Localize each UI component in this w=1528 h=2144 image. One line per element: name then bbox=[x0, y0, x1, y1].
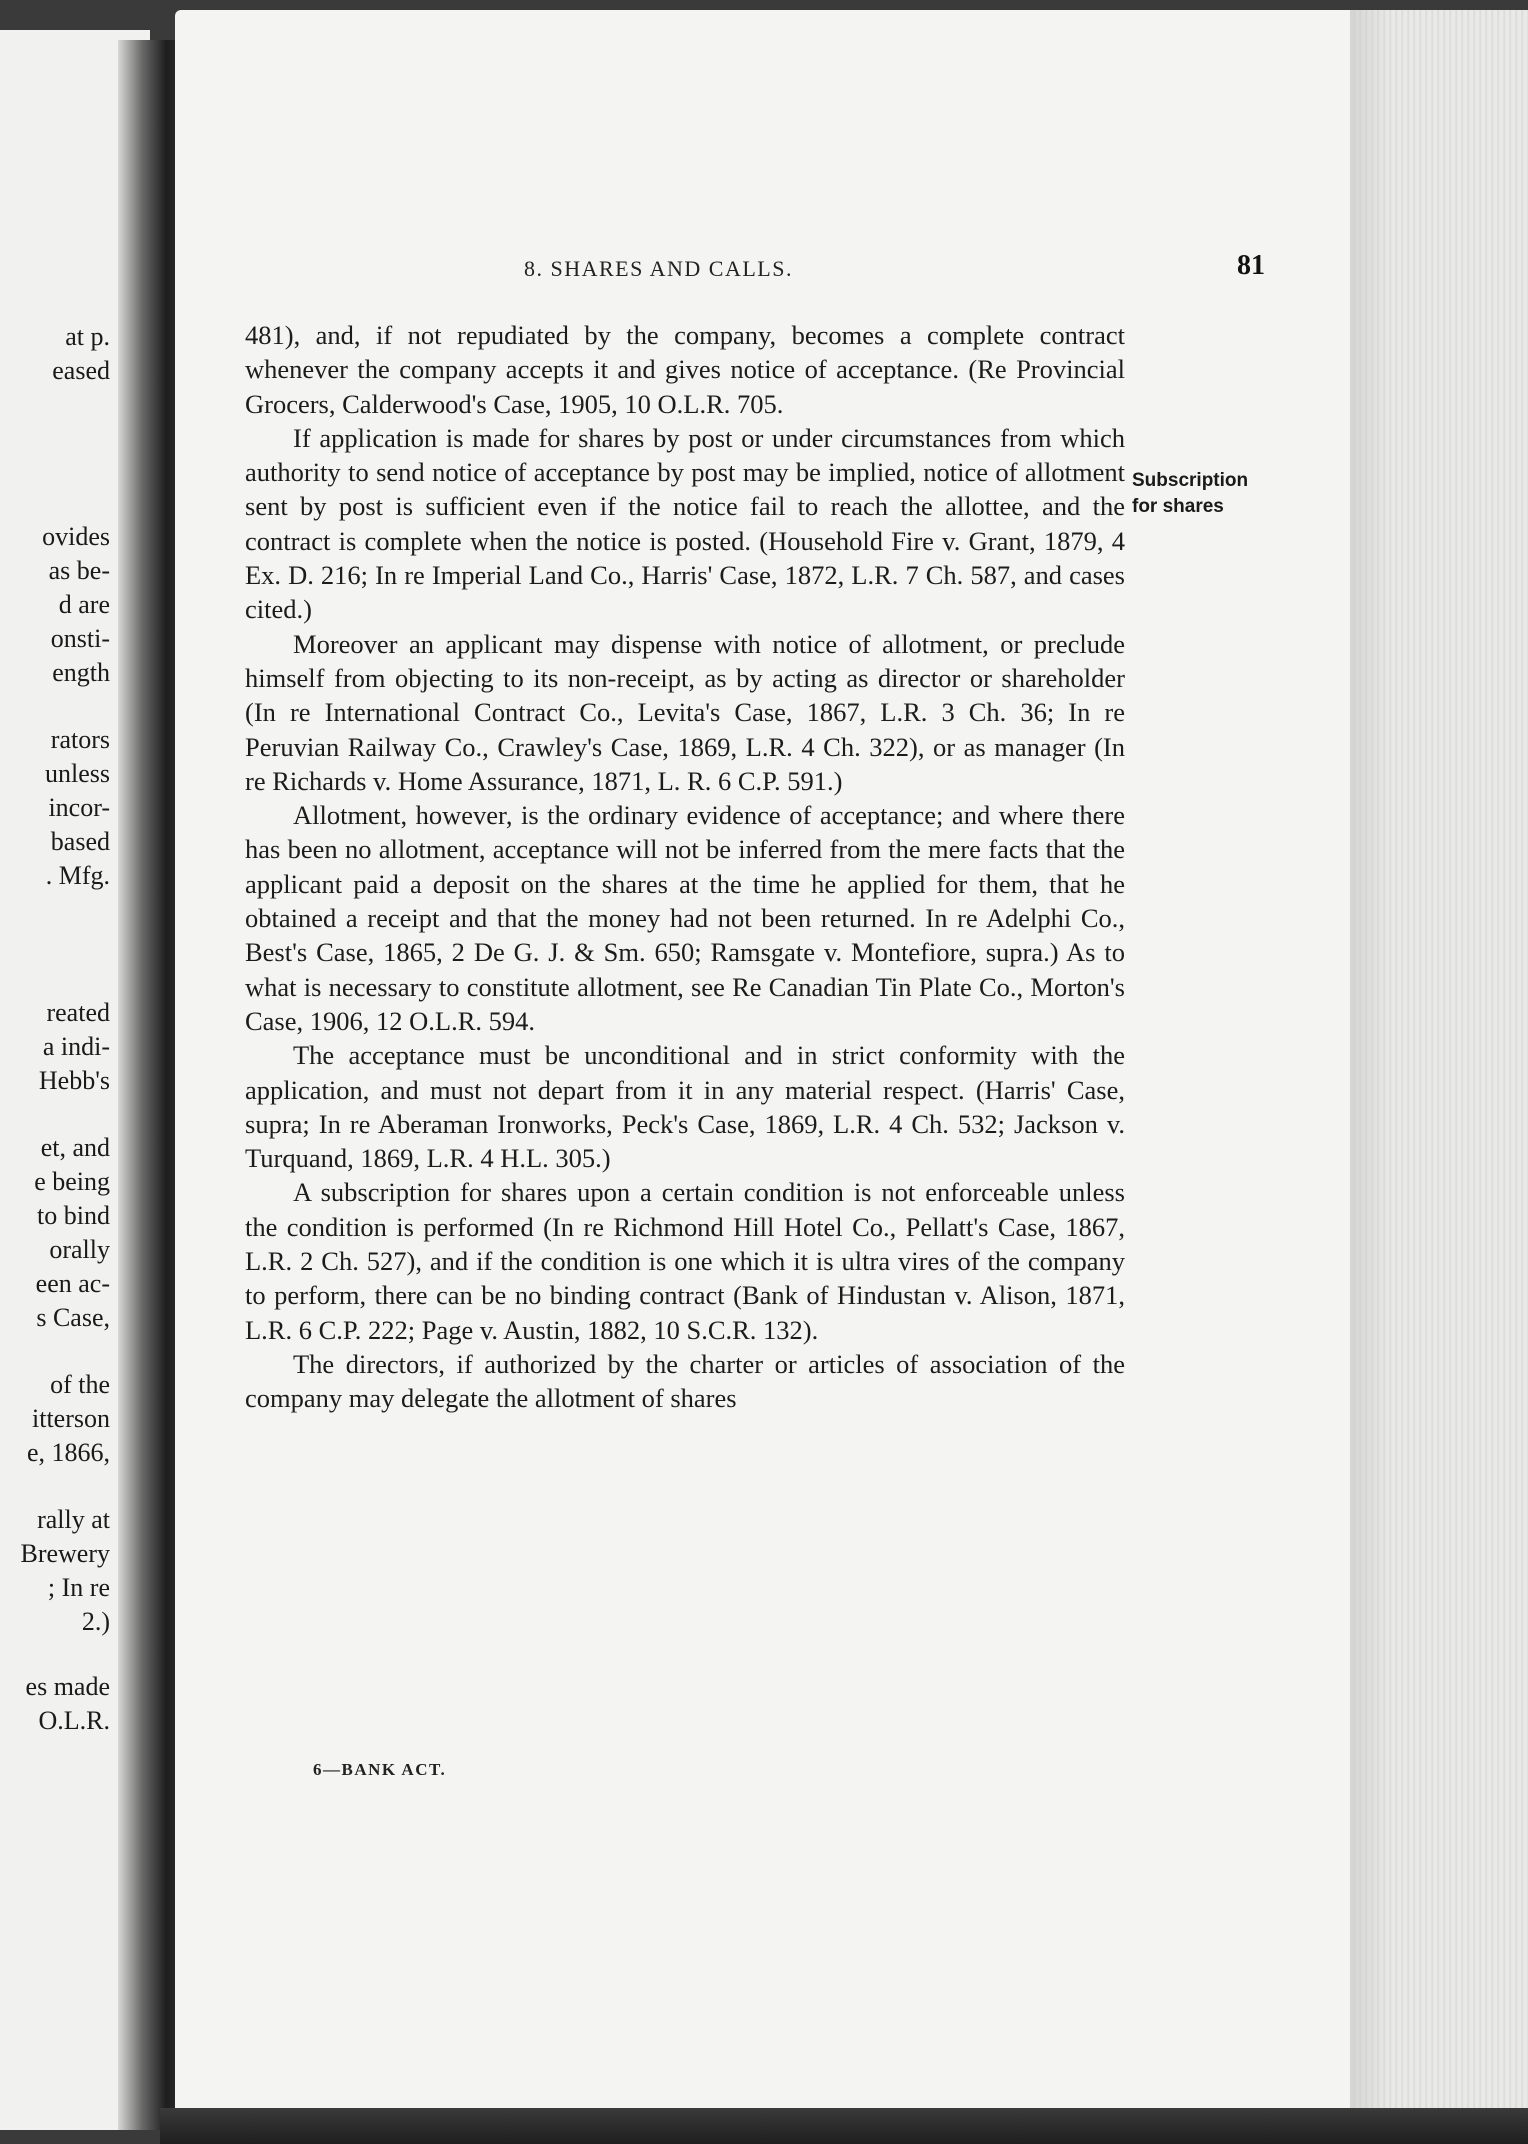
left-fragment: e being bbox=[34, 1167, 110, 1196]
left-fragment: a indi- bbox=[42, 1032, 110, 1061]
left-fragment: een ac- bbox=[35, 1269, 110, 1298]
paragraph: Allotment, however, is the ordinary evidence of acceptance; and where there has been no allotment, acceptance will not be inferred from the mere facts that the applicant paid a deposit on the shares at the time he applied for them, that he obtained a receipt and that the money had not been returned. In re Adelphi Co., Best's Case, 1865, 2 De G. J. & Sm. 650; Ramsgate v. Montefiore, supra.) As to what is necessary to constitute allotment, see Re Canadian Tin Plate Co., Morton's Case, 1906, 12 O.L.R. 594. bbox=[245, 800, 1125, 1036]
left-fragment: Hebb's bbox=[38, 1066, 110, 1095]
left-fragment: ength bbox=[52, 658, 110, 687]
left-fragment: 2.) bbox=[81, 1607, 110, 1636]
paragraph: Moreover an applicant may dispense with notice of allotment, or preclude himself from objecting to its non-receipt, as by acting as director or shareholder (In re International Contract Co., Levita's Case, 1867, L.R. 3 Ch. 36; In re Peruvian Railway Co., Crawley's Case, 1869, L.R. 4 Ch. 322), or as manager (In re Richards v. Home Assurance, 1871, L. R. 6 C.P. 591.) bbox=[245, 628, 1125, 796]
margin-note-line: Subscription bbox=[1132, 470, 1249, 491]
body-text bbox=[245, 318, 1125, 1416]
left-fragment: rators bbox=[50, 725, 110, 754]
left-fragment: d are bbox=[58, 590, 110, 619]
left-fragment: unless bbox=[45, 759, 110, 788]
left-fragment: onsti- bbox=[50, 624, 110, 653]
page-edge-shading bbox=[1350, 10, 1390, 2130]
paragraph: The acceptance must be unconditional and in strict conformity with the application, and must not depart from it in any material respect. (Harris' Case, supra; In re Aberaman Ironworks, Peck's Case, 1869, L.R. 4 Ch. 532; Jackson v. Turquand, 1869, L.R. 4 H.L. 305.) bbox=[245, 1040, 1125, 1174]
left-fragment: ovides bbox=[42, 522, 110, 551]
left-fragment: orally bbox=[49, 1235, 110, 1264]
left-fragment: as be- bbox=[48, 556, 110, 585]
margin-note-line: for shares bbox=[1132, 496, 1224, 517]
left-fragment: e, 1866, bbox=[26, 1438, 110, 1467]
bottom-scan-edge bbox=[160, 2108, 1528, 2144]
left-fragment: itterson bbox=[32, 1404, 110, 1433]
left-fragment: ; In re bbox=[47, 1573, 110, 1602]
paragraph: 481), and, if not repudiated by the company, becomes a complete contract whenever the company accepts it and gives notice of acceptance. (Re Provincial Grocers, Calderwood's Case, 1905, 10 O.L.R. 705. bbox=[245, 320, 1125, 419]
left-fragment: . Mfg. bbox=[45, 861, 110, 890]
left-fragment: based bbox=[50, 827, 110, 856]
left-fragment: O.L.R. bbox=[38, 1706, 110, 1735]
left-fragment: reated bbox=[46, 998, 110, 1027]
left-fragment: incor- bbox=[48, 793, 110, 822]
page-number: 81 bbox=[1237, 250, 1265, 281]
paragraph: A subscription for shares upon a certain condition is not enforceable unless the condition is performed (In re Richmond Hill Hotel Co., Pellatt's Case, 1867, L.R. 2 Ch. 527), and if the condition is one which it is ultra vires of the company to perform, there can be no binding contract (Bank of Hindustan v. Alison, 1871, L.R. 6 C.P. 222; Page v. Austin, 1882, 10 S.C.R. 132). bbox=[245, 1177, 1125, 1345]
left-fragment: et, and bbox=[40, 1133, 110, 1162]
left-fragment: s Case, bbox=[36, 1303, 110, 1332]
left-fragment: at p. bbox=[65, 322, 110, 351]
left-fragment: eased bbox=[52, 356, 110, 385]
left-fragment: of the bbox=[50, 1370, 110, 1399]
left-fragment: Brewery bbox=[20, 1539, 110, 1568]
running-head: 8. SHARES AND CALLS. bbox=[524, 256, 793, 281]
paragraph: The directors, if authorized by the charter or articles of association of the company may delegate the allotment of shares bbox=[245, 1348, 1125, 1414]
paragraph: If application is made for shares by post or under circumstances from which authority to send notice of acceptance by post may be implied, notice of allotment sent by post is sufficient even if the notice fail to reach the allottee, and the contract is complete when the notice is posted. (Household Fire v. Grant, 1879, 4 Ex. D. 216; In re Imperial Land Co., Harris' Case, 1872, L.R. 7 Ch. 587, and cases cited.) bbox=[245, 422, 1125, 625]
signature-mark: 6—BANK ACT. bbox=[313, 1760, 447, 1779]
left-fragment: rally at bbox=[37, 1505, 110, 1534]
left-fragment: to bind bbox=[37, 1201, 110, 1230]
margin-note bbox=[1132, 468, 1248, 520]
left-fragment: es made bbox=[25, 1672, 110, 1701]
